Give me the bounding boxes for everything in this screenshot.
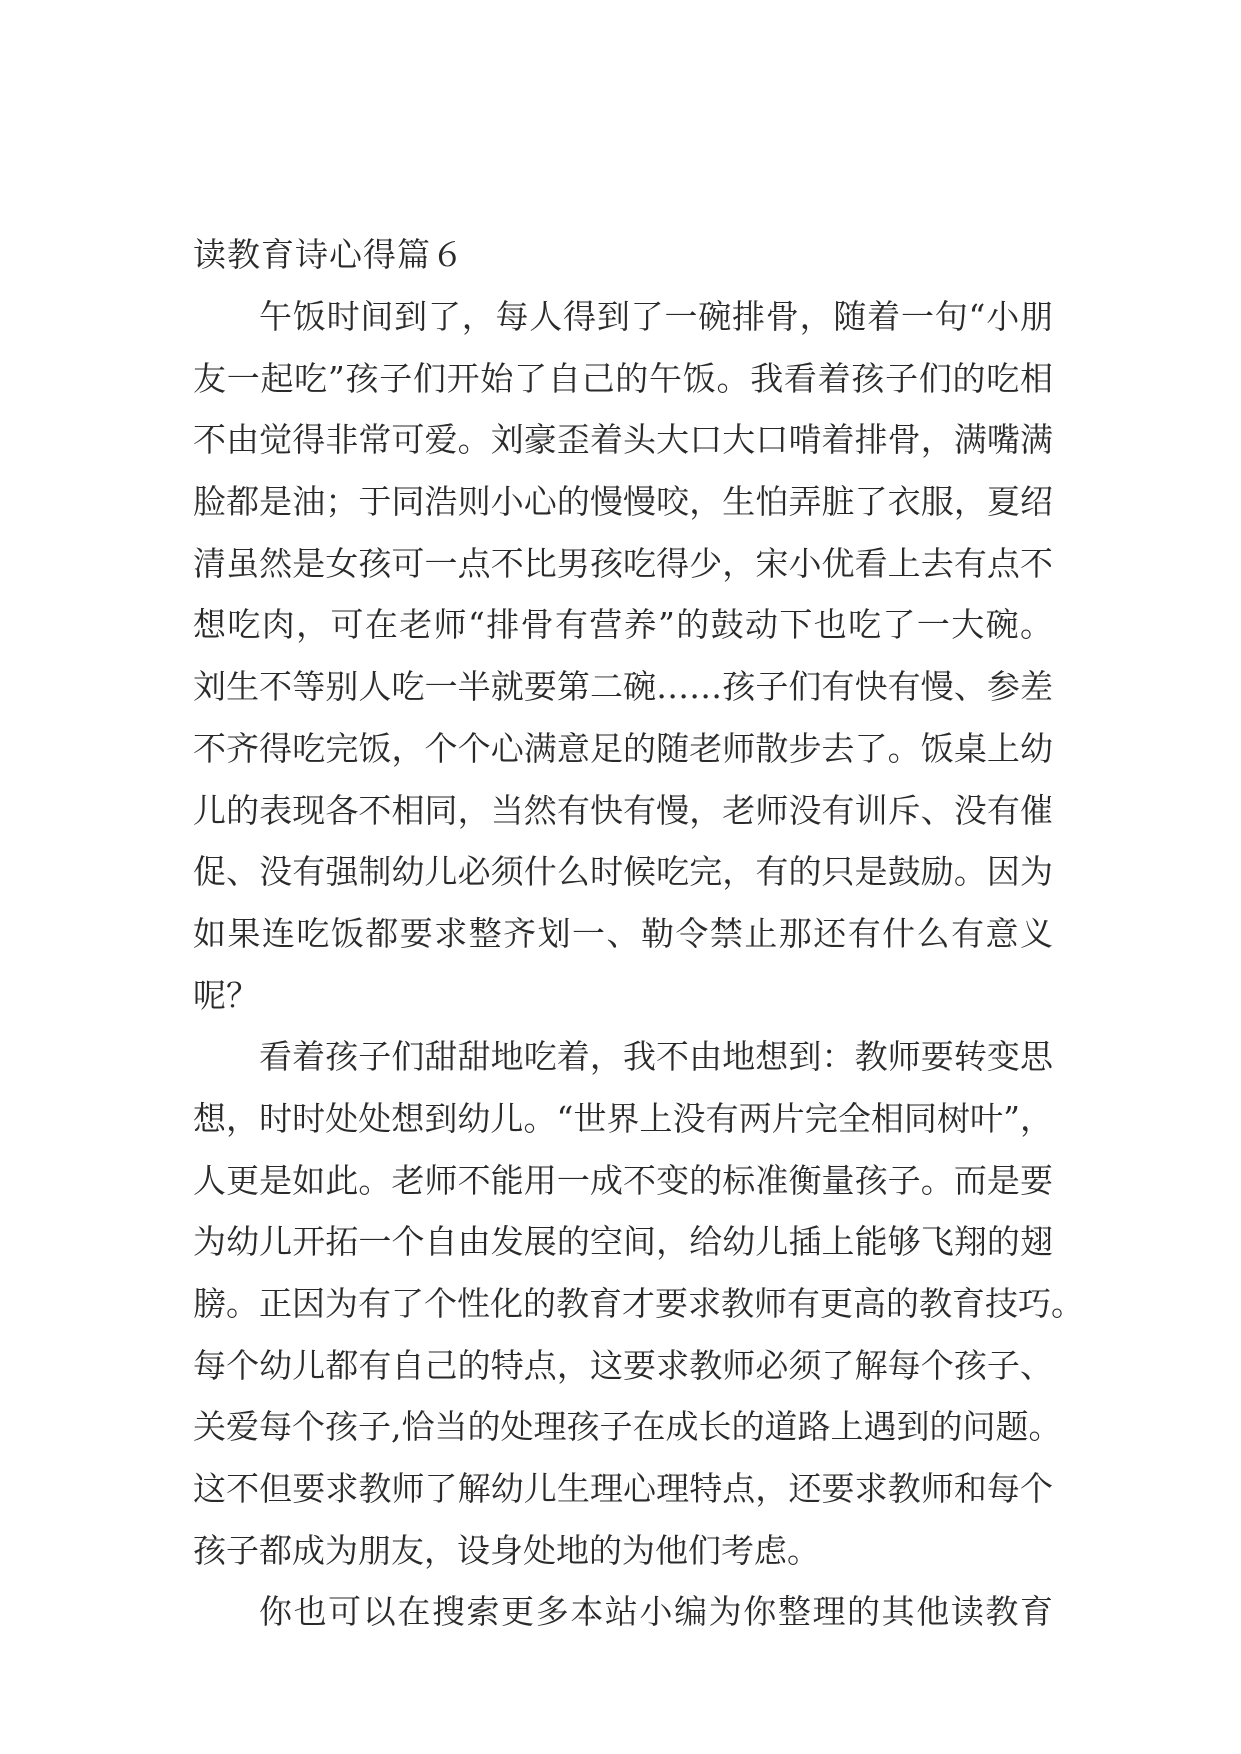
paragraph-line: 友一起吃”孩子们开始了自己的午饭。我看着孩子们的吃相 [193, 358, 1053, 398]
paragraph-line: 如果连吃饭都要求整齐划一、勒令禁止那还有什么有意义 [193, 913, 1053, 953]
paragraph-line: 膀。正因为有了个性化的教育才要求教师有更高的教育技巧。 [193, 1284, 1084, 1323]
paragraph-3 [193, 1581, 1053, 1643]
paragraph-line: 这不但要求教师了解幼儿生理心理特点，还要求教师和每个 [193, 1469, 1053, 1509]
paragraph-line: 想吃肉，可在老师“排骨有营养”的鼓动下也吃了一大碗。 [193, 605, 1053, 645]
paragraph-line: 看着孩子们甜甜地吃着，我不由地想到：教师要转变思 [259, 1037, 1053, 1077]
paragraph-line: 刘生不等别人吃一半就要第二碗……孩子们有快有慢、参差 [193, 667, 1053, 707]
paragraph-line: 不由觉得非常可爱。刘豪歪着头大口大口啃着排骨，满嘴满 [193, 420, 1053, 460]
paragraph-line: 你也可以在搜索更多本站小编为你整理的其他读教育 [259, 1592, 1053, 1632]
paragraph-line: 人更是如此。老师不能用一成不变的标准衡量孩子。而是要 [193, 1160, 1053, 1200]
document-body [193, 224, 1084, 1643]
paragraph-line: 促、没有强制幼儿必须什么时候吃完，有的只是鼓励。因为 [193, 852, 1053, 892]
paragraph-line: 不齐得吃完饭，个个心满意足的随老师散步去了。饭桌上幼 [193, 728, 1053, 768]
paragraph-line: 清虽然是女孩可一点不比男孩吃得少，宋小优看上去有点不 [193, 543, 1053, 583]
paragraph-1 [193, 286, 1053, 1026]
paragraph-line: 关爱每个孩子,恰当的处理孩子在成长的道路上遇到的问题。 [193, 1407, 1062, 1447]
paragraph-line: 想，时时处处想到幼儿。“世界上没有两片完全相同树叶”， [193, 1098, 1053, 1138]
paragraph-line: 为幼儿开拓一个自由发展的空间，给幼儿插上能够飞翔的翅 [193, 1222, 1053, 1262]
document-title: 读教育诗心得篇６ [193, 235, 465, 274]
paragraph-line: 儿的表现各不相同，当然有快有慢，老师没有训斥、没有催 [193, 790, 1053, 830]
paragraph-line: 午饭时间到了，每人得到了一碗排骨，随着一句“小朋 [259, 297, 1053, 336]
paragraph-line: 每个幼儿都有自己的特点，这要求教师必须了解每个孩子、 [193, 1345, 1053, 1385]
paragraph-line: 脸都是油；于同浩则小心的慢慢咬，生怕弄脏了衣服，夏绍 [193, 482, 1053, 522]
paragraph-2 [193, 1026, 1084, 1581]
paragraph-line: 呢？ [193, 975, 259, 1015]
paragraph-line: 孩子都成为朋友，设身处地的为他们考虑。 [193, 1530, 820, 1570]
